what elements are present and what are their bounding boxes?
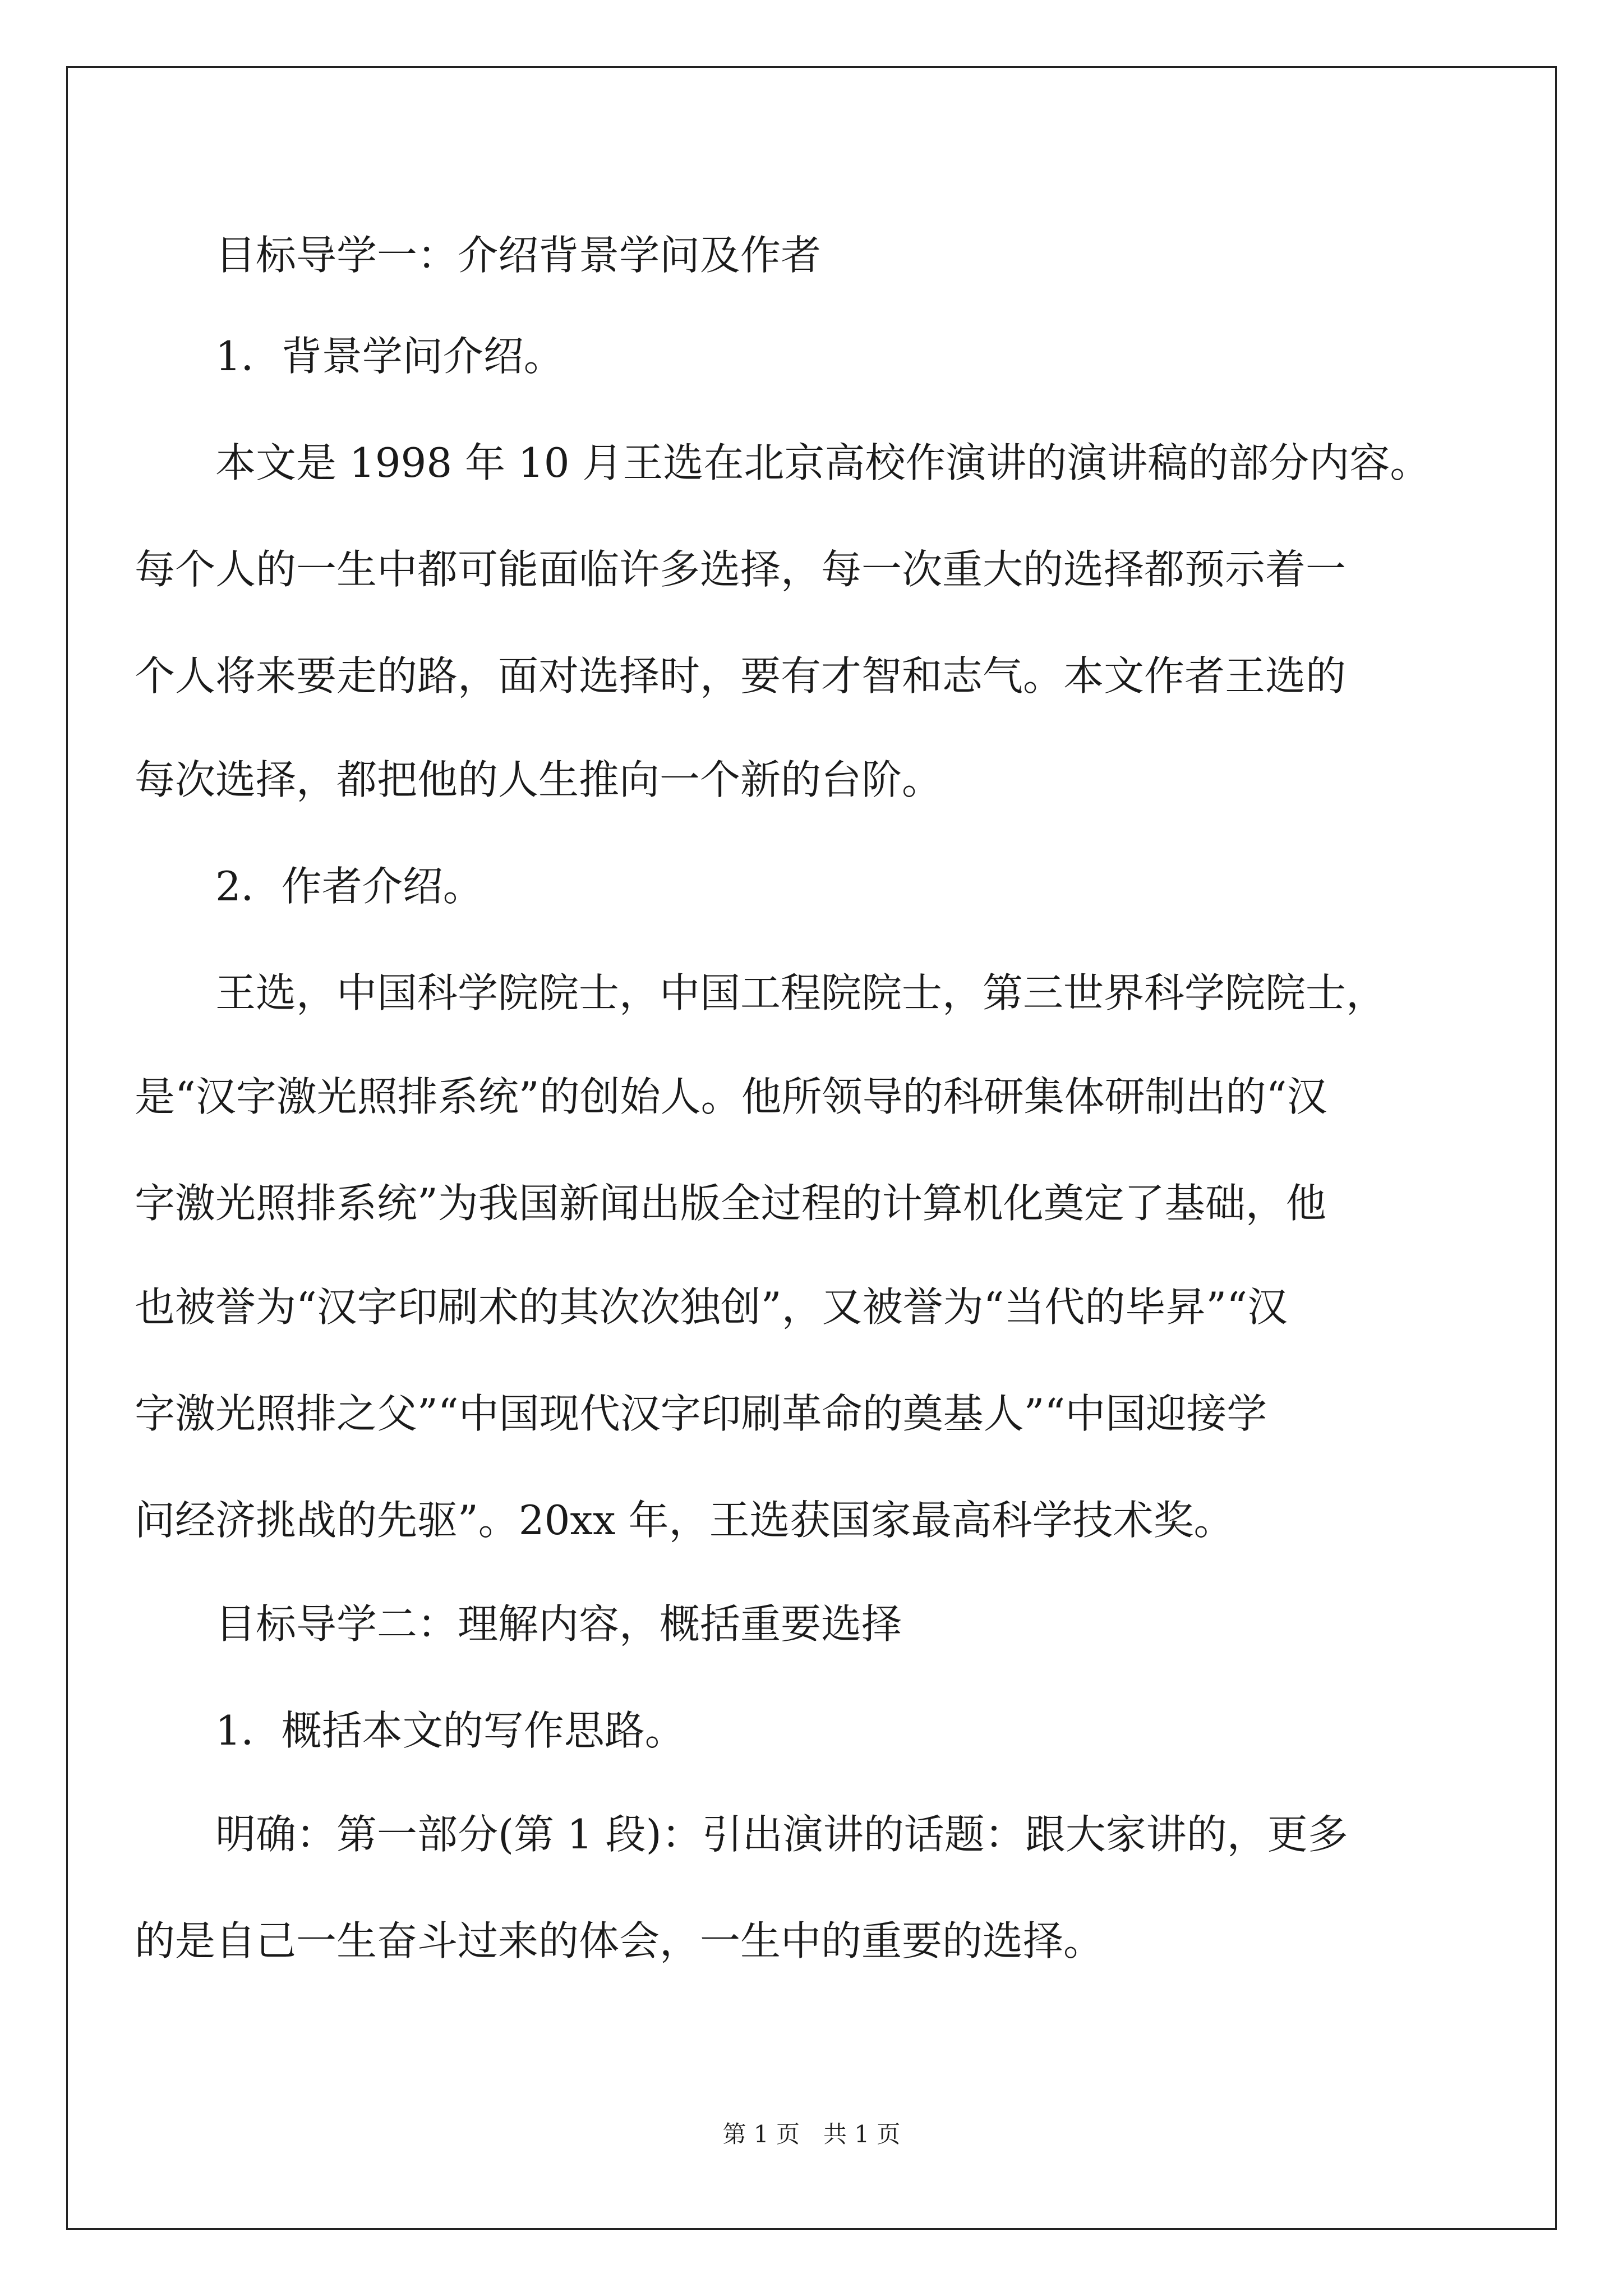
page-number: 第 1 页 共 1 页: [722, 2120, 901, 2148]
page-border: [66, 66, 1557, 2230]
paragraph-line: 王选，中国科学院院士，中国工程院院士，第三世界科学院院士，: [215, 969, 1387, 1016]
subsection-heading: 2．作者介绍。: [215, 863, 483, 910]
paragraph-line: 每次选择，都把他的人生推向一个新的台阶。: [135, 756, 943, 803]
section-heading: 目标导学二：理解内容，概括重要选择: [215, 1600, 902, 1648]
subsection-heading: 1．背景学问介绍。: [215, 333, 564, 380]
paragraph-line: 问经济挑战的先驱”。20xx 年，王选获国家最高科学技术奖。: [135, 1497, 1234, 1544]
section-heading: 目标导学一：介绍背景学问及作者: [215, 232, 822, 279]
paragraph-line: 个人将来要走的路，面对选择时，要有才智和志气。本文作者王选的: [135, 652, 1347, 700]
subsection-heading: 1．概括本文的写作思路。: [215, 1707, 685, 1754]
paragraph-line: 字激光照排之父”“中国现代汉字印刷革命的奠基人”“中国迎接学: [135, 1390, 1267, 1437]
paragraph-line: 字激光照排系统”为我国新闻出版全过程的计算机化奠定了基础，他: [135, 1180, 1326, 1227]
paragraph-line: 是“汉字激光照排系统”的创始人。他所领导的科研集体研制出的“汉: [135, 1073, 1327, 1120]
paragraph-line: 本文是 1998 年 10 月王选在北京高校作演讲的演讲稿的部分内容。: [215, 439, 1431, 486]
paragraph-line: 每个人的一生中都可能面临许多选择，每一次重大的选择都预示着一: [135, 546, 1347, 593]
paragraph-line: 明确：第一部分(第 1 段)：引出演讲的话题：跟大家讲的，更多: [215, 1811, 1348, 1858]
paragraph-line: 的是自己一生奋斗过来的体会，一生中的重要的选择。: [135, 1917, 1104, 1964]
paragraph-line: 也被誉为“汉字印刷术的其次次独创”，又被誉为“当代的毕昇”“汉: [135, 1283, 1288, 1331]
